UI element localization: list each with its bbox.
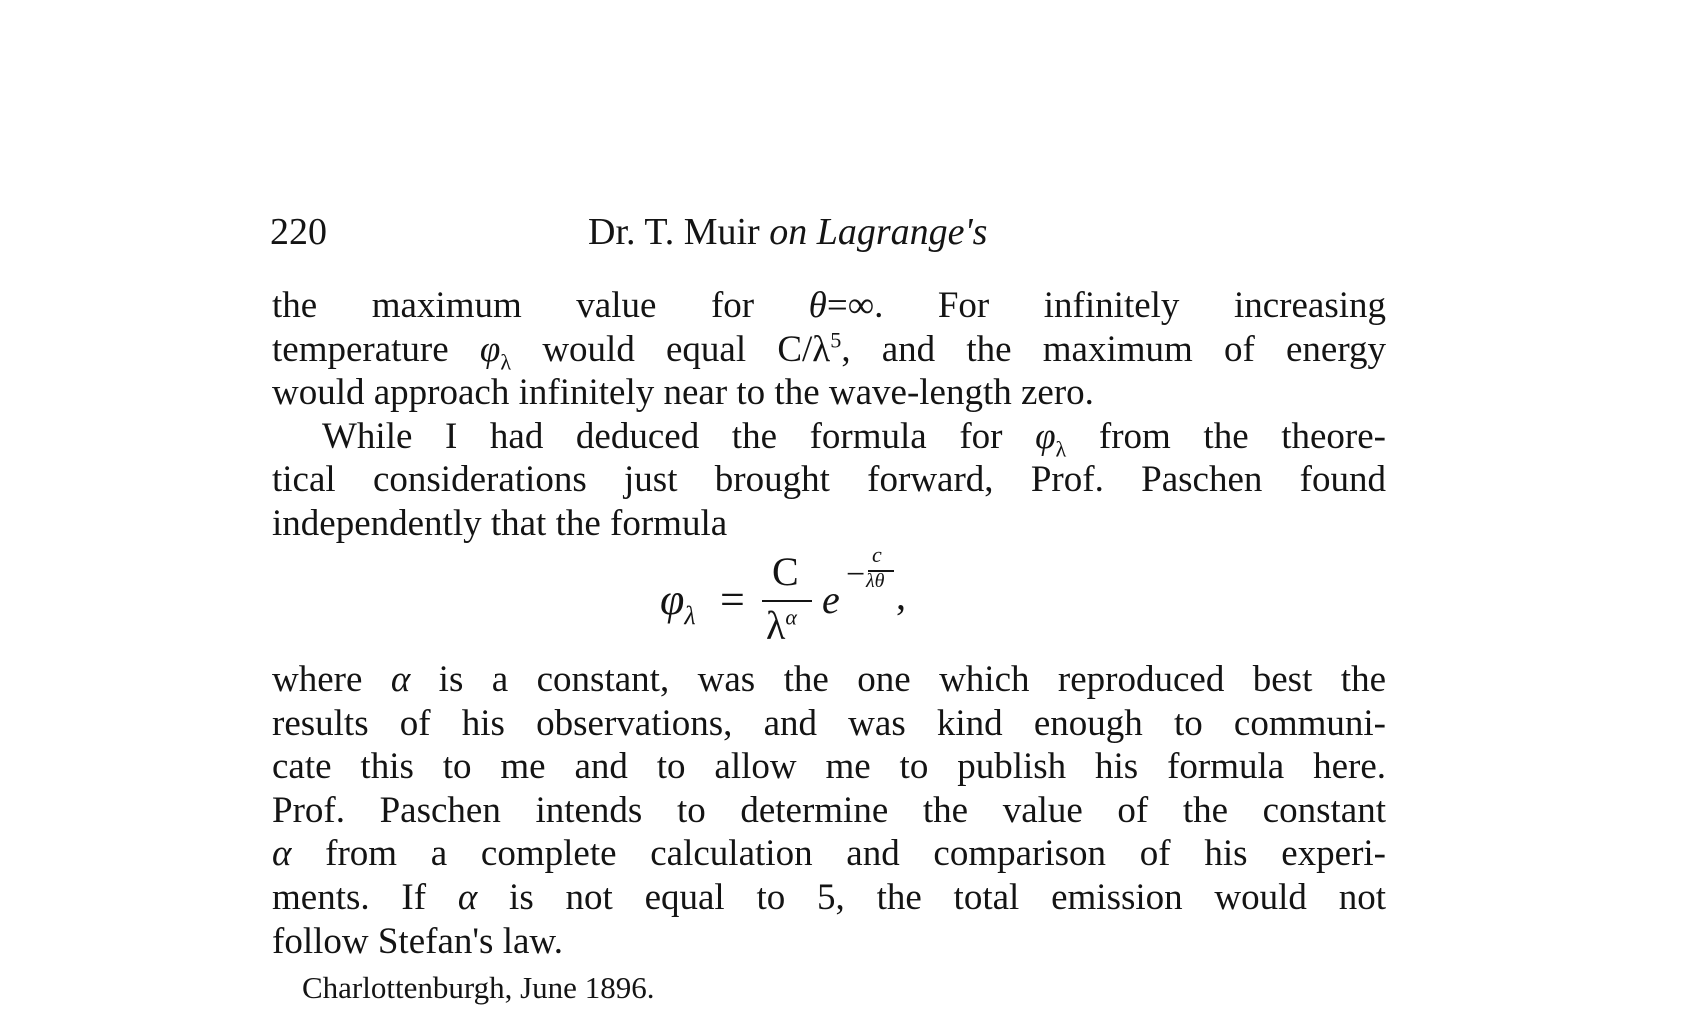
exp-denominator: λθ <box>866 570 885 592</box>
text-segment: would approach infinitely near to the wave-length zero. <box>272 372 1094 413</box>
text-segment: θ <box>808 285 827 326</box>
text-segment: α <box>390 659 411 700</box>
text-line <box>272 658 1386 702</box>
text-segment: the maximum value for <box>272 285 809 326</box>
text-segment: α <box>457 877 478 918</box>
text-line <box>272 745 1386 789</box>
text-segment: tical considerations just brought forward, Prof. Paschen found <box>272 459 1386 500</box>
text-segment: follow Stefan's law. <box>272 921 563 962</box>
text-segment: 5 <box>830 328 842 353</box>
running-header-author: Dr. T. Muir <box>588 211 760 253</box>
formula-equals: = <box>720 575 745 624</box>
text-line <box>272 458 1386 502</box>
text-segment: where <box>272 659 391 700</box>
running-header <box>588 210 987 254</box>
formula-base: e <box>822 577 840 622</box>
text-line <box>272 789 1386 833</box>
text-segment: While I had deduced the formula for <box>322 416 1036 457</box>
text-line <box>272 328 1386 372</box>
formula-comma: , <box>896 573 906 618</box>
text-line <box>272 284 1386 328</box>
text-line <box>272 502 1386 546</box>
text-segment: φ <box>1035 416 1056 457</box>
text-segment: temperature <box>272 329 480 370</box>
text-segment: ments. If <box>272 877 458 918</box>
text-line <box>272 702 1386 746</box>
formula-minus: − <box>846 556 866 593</box>
subscript: λ <box>1055 436 1067 459</box>
page-number: 220 <box>270 211 327 253</box>
text-segment: from the theore- <box>1066 416 1386 457</box>
text-segment: results of his observations, and was kind enough to communi- <box>272 703 1386 744</box>
text-segment: would equal C/λ <box>511 329 831 370</box>
subscript: λ <box>500 349 512 372</box>
text-line <box>322 415 1386 459</box>
formula-denominator: $\lambda^\alpha$ <box>766 603 797 648</box>
text-segment: independently that the formula <box>272 503 728 544</box>
text-segment: φ <box>479 329 501 370</box>
running-header-title: on Lagrange's <box>769 211 988 253</box>
formula-lhs: $\varphi_\lambda$ <box>660 575 696 630</box>
text-line <box>272 876 1386 920</box>
text-segment: Prof. Paschen intends to determine the value of the constant <box>272 790 1386 831</box>
text-line <box>272 371 1386 415</box>
text-segment: is not equal to 5, the total emission would not <box>477 877 1386 918</box>
text-segment: from a complete calculation and comparison of his experi- <box>291 833 1386 874</box>
exp-numerator: c <box>872 542 882 567</box>
signoff: Charlottenburgh, June 1896. <box>302 970 655 1005</box>
text-line <box>272 832 1386 876</box>
text-segment: cate this to me and to allow me to publish his formula here. <box>272 746 1386 787</box>
text-line <box>272 920 1386 964</box>
text-segment: α <box>272 833 292 874</box>
text-segment: =∞. For infinitely increasing <box>826 285 1386 326</box>
text-segment: is a constant, was the one which reproduced best the <box>410 659 1386 700</box>
text-segment: , and the maximum of energy <box>841 329 1386 370</box>
formula-numerator: C <box>772 549 799 594</box>
